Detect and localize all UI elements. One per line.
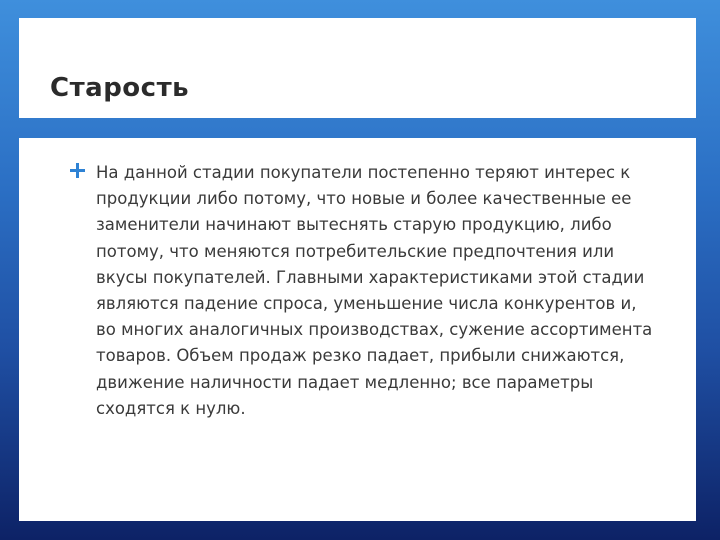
bullet-text: На данной стадии покупатели постепенно теряют интерес к продукции либо потому, что новые и более качественные ее заменители начинают вытеснять старую продукцию, либо потому, что меняются потребительские предпочтения или вкусы покупателей. Главными характеристиками этой стадии являются падение спроса, уменьшение числа конкурентов и, во многих аналогичных производствах, сужение ассортимента товаров. Объем продаж резко падает, прибыли снижаются, движение наличности падает медленно; все параметры сходятся к нулю. xyxy=(96,163,653,418)
plus-icon xyxy=(70,163,85,178)
slide-title: Старость xyxy=(50,73,190,103)
